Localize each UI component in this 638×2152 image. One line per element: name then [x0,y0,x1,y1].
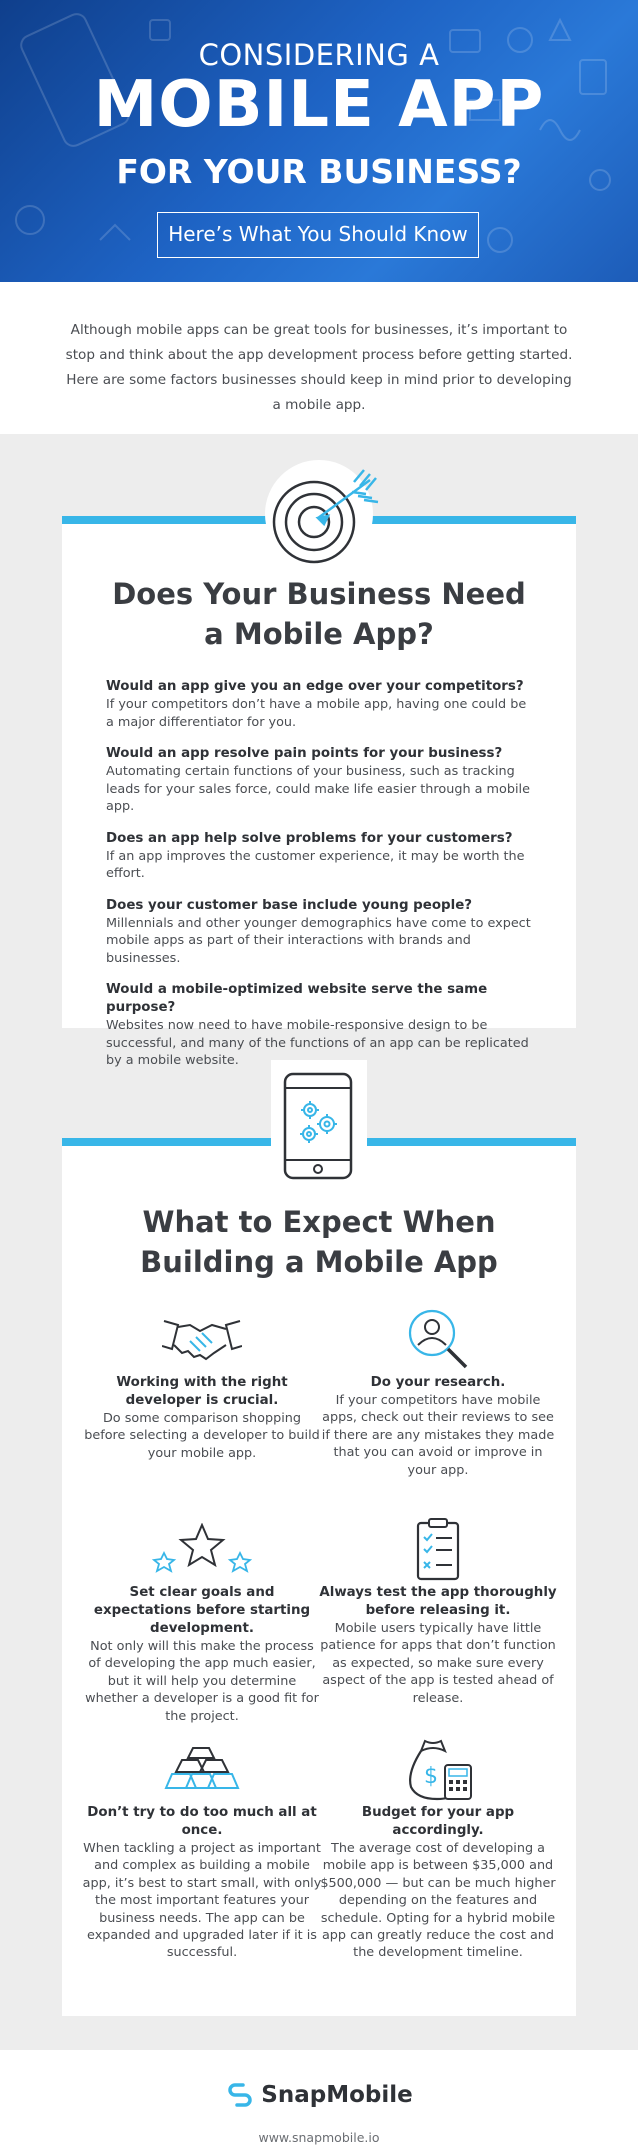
hero-line-2: MOBILE APP [93,68,545,142]
question-text: Does your customer base include young people? [106,897,473,913]
tip-text: Not only will this make the process of developing the app much easier, but it will help you determine whether a developer is a good fit for the project. [85,1639,319,1724]
research-magnifier-icon [406,1307,470,1371]
question-item [106,830,538,883]
section-title-line-1: What to Expect When [142,1205,496,1239]
tip-item [82,1514,322,1725]
question-item [106,678,538,731]
answer-text: If your competitors don’t have a mobile app, having one could be a major differentiator for you. [106,697,527,730]
snapmobile-logo-icon [225,2080,255,2110]
tip-item [318,1304,558,1479]
answer-text: Websites now need to have mobile-responsive design to be successful, and many of the functions of an app can be replicated by a mobile website. [106,1018,529,1068]
footer [0,2050,638,2152]
tip-title: Budget for your app accordingly. [361,1805,515,1838]
hero-line-1: CONSIDERING A [198,38,440,72]
tip-text: Do some comparison shopping before selecting a developer to build your mobile app. [84,1411,320,1461]
handshake-icon [162,1315,242,1363]
question-item [106,981,538,1070]
brand-name: SnapMobile [261,2082,413,2108]
target-icon [266,468,384,568]
question-item [106,745,538,816]
brand-logo[interactable] [0,2080,638,2110]
hero-banner [0,0,638,282]
hero-line-3: FOR YOUR BUSINESS? [116,152,522,191]
answer-text: Automating certain functions of your business, such as tracking leads for your sales force, could make life easier through a mobile app. [106,764,530,814]
content-area [0,434,638,2050]
section-title-line-1: Does Your Business Need [112,577,526,611]
question-text: Does an app help solve problems for your customers? [106,830,513,846]
tip-item [82,1734,322,1962]
section-title [62,1202,576,1282]
hero-subtitle-box: Here’s What You Should Know [157,212,479,258]
tip-text: Mobile users typically have little patience for apps that don’t function as expected, so make sure every aspect of the app is tested ahead of release. [320,1621,556,1706]
stars-icon [152,1523,252,1575]
answer-text: If an app improves the customer experience, it may be worth the effort. [106,848,525,881]
money-bag-calculator-icon [403,1737,473,1801]
tip-text: The average cost of developing a mobile app is between $35,000 and $500,000 — but can be much higher depending on the features and schedule. Opting for a hybrid mobile app can greatly reduce the cost and the development timeline. [320,1841,556,1961]
section-title-line-2: a Mobile App? [204,617,434,651]
tip-title: Don’t try to do too much all at once. [87,1805,317,1838]
tip-title: Always test the app thoroughly before releasing it. [319,1585,557,1618]
section-title [62,574,576,654]
tip-title: Working with the right developer is crucial. [116,1375,288,1408]
tip-item [318,1734,558,1962]
tip-text: If your competitors have mobile apps, check out their reviews to see if there are any mistakes they made that you can avoid or improve in your app. [321,1393,555,1478]
gold-bars-icon [162,1746,242,1792]
question-text: Would an app give you an edge over your competitors? [106,679,524,694]
answer-text: Millennials and other younger demographics have come to expect mobile apps as part of their interactions with brands and businesses. [106,915,531,966]
checklist-clipboard-icon [414,1517,462,1581]
website-link[interactable]: www.snapmobile.io [258,2130,380,2145]
tip-title: Set clear goals and expectations before starting development. [93,1585,311,1636]
section-title-line-2: Building a Mobile App [140,1245,498,1279]
question-item [106,897,538,968]
tip-item [82,1304,322,1462]
tip-title: Do your research. [370,1375,506,1390]
question-text: Would an app resolve pain points for your business? [106,746,503,761]
tip-text: When tackling a project as important and complex as building a mobile app, it’s best to start small, with only the most important features your business needs. The app can be expanded and upgraded later if it is successful. [82,1841,322,1961]
smartphone-gears-icon [281,1070,357,1182]
intro-paragraph: Although mobile apps can be great tools for businesses, it’s important to stop and think about the app development process before getting started. Here are some factors businesses should keep in mind prior to developing a mobile app. [0,282,638,434]
tip-item [318,1514,558,1707]
question-text: Would a mobile-optimized website serve the same purpose? [106,982,488,1015]
question-list [106,678,538,1084]
svg-text:$: $ [424,1764,438,1789]
